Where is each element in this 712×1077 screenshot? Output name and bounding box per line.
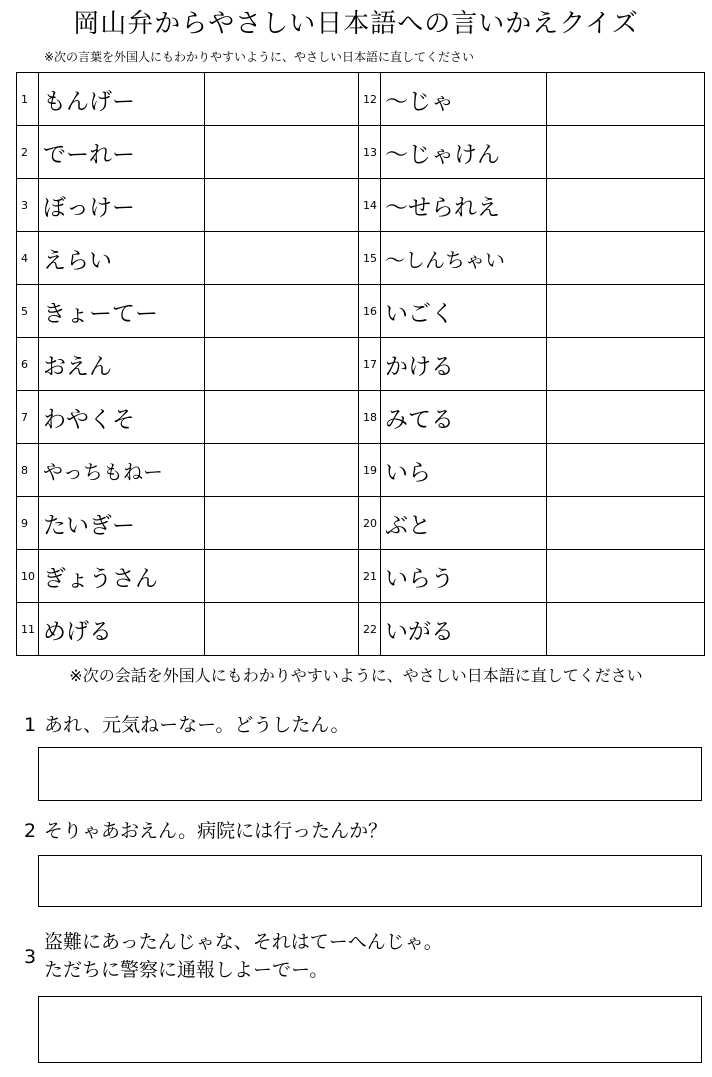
answer-cell[interactable] xyxy=(205,73,359,126)
item-number: 7 xyxy=(17,391,39,444)
answer-cell[interactable] xyxy=(205,338,359,391)
answer-box[interactable] xyxy=(38,855,702,907)
vocab-row xyxy=(17,285,705,338)
dialect-word: やっちもねー xyxy=(39,444,205,497)
vocab-row xyxy=(17,603,705,656)
question-text: あれ、元気ねーなー。どうしたん。 xyxy=(44,714,350,736)
vocab-row xyxy=(17,73,705,126)
dialect-word: めげる xyxy=(39,603,205,656)
item-number: 19 xyxy=(359,444,381,497)
item-number: 4 xyxy=(17,232,39,285)
dialect-word: みてる xyxy=(381,391,547,444)
vocab-row xyxy=(17,232,705,285)
dialect-word: もんげー xyxy=(39,73,205,126)
item-number: 8 xyxy=(17,444,39,497)
answer-cell[interactable] xyxy=(547,497,705,550)
dialect-word: でーれー xyxy=(39,126,205,179)
dialect-word: いがる xyxy=(381,603,547,656)
item-number: 15 xyxy=(359,232,381,285)
answer-cell[interactable] xyxy=(205,603,359,656)
answer-cell[interactable] xyxy=(205,232,359,285)
vocab-table xyxy=(16,72,705,656)
question-text: 盗難にあったんじゃな、それはてーへんじゃ。 xyxy=(44,931,443,953)
dialect-word: ぶと xyxy=(381,497,547,550)
answer-cell[interactable] xyxy=(547,73,705,126)
item-number: 11 xyxy=(17,603,39,656)
dialect-word: いら xyxy=(381,444,547,497)
answer-cell[interactable] xyxy=(205,391,359,444)
answer-cell[interactable] xyxy=(547,550,705,603)
item-number: 17 xyxy=(359,338,381,391)
dialect-word: わやくそ xyxy=(39,391,205,444)
item-number: 20 xyxy=(359,497,381,550)
item-number: 1 xyxy=(17,73,39,126)
question-number: 1 xyxy=(24,714,37,736)
item-number: 13 xyxy=(359,126,381,179)
item-number: 9 xyxy=(17,497,39,550)
dialect-word: きょーてー xyxy=(39,285,205,338)
answer-cell[interactable] xyxy=(547,338,705,391)
vocab-row xyxy=(17,550,705,603)
item-number: 2 xyxy=(17,126,39,179)
item-number: 3 xyxy=(17,179,39,232)
answer-cell[interactable] xyxy=(547,444,705,497)
dialect-word: ぼっけー xyxy=(39,179,205,232)
worksheet-title: 岡山弁からやさしい日本語への言いかえクイズ xyxy=(73,9,639,39)
answer-cell[interactable] xyxy=(547,232,705,285)
dialect-word: いらう xyxy=(381,550,547,603)
vocab-row xyxy=(17,179,705,232)
question-text: ただちに警察に通報しよーでー。 xyxy=(44,959,329,981)
answer-cell[interactable] xyxy=(547,285,705,338)
answer-cell[interactable] xyxy=(547,179,705,232)
answer-cell[interactable] xyxy=(547,126,705,179)
question-number: 2 xyxy=(24,820,37,842)
item-number: 10 xyxy=(17,550,39,603)
dialect-word: ～じゃけん xyxy=(381,126,547,179)
conversation-instruction: ※次の会話を外国人にもわかりやすいように、やさしい日本語に直してください xyxy=(69,666,643,685)
item-number: 16 xyxy=(359,285,381,338)
dialect-word: おえん xyxy=(39,338,205,391)
dialect-word: かける xyxy=(381,338,547,391)
dialect-word: ～せられえ xyxy=(381,179,547,232)
answer-cell[interactable] xyxy=(205,285,359,338)
vocab-row xyxy=(17,497,705,550)
item-number: 14 xyxy=(359,179,381,232)
answer-cell[interactable] xyxy=(205,179,359,232)
item-number: 6 xyxy=(17,338,39,391)
vocab-row xyxy=(17,444,705,497)
question-text: そりゃあおえん。病院には行ったんか？ xyxy=(44,820,388,842)
dialect-word: えらい xyxy=(39,232,205,285)
item-number: 22 xyxy=(359,603,381,656)
dialect-word: ～じゃ xyxy=(381,73,547,126)
answer-cell[interactable] xyxy=(547,391,705,444)
answer-cell[interactable] xyxy=(205,550,359,603)
dialect-word: ～しんちゃい xyxy=(381,232,547,285)
vocab-row xyxy=(17,126,705,179)
vocab-row xyxy=(17,338,705,391)
question-number: 3 xyxy=(24,946,37,968)
item-number: 18 xyxy=(359,391,381,444)
item-number: 12 xyxy=(359,73,381,126)
dialect-word: いごく xyxy=(381,285,547,338)
item-number: 21 xyxy=(359,550,381,603)
answer-cell[interactable] xyxy=(205,444,359,497)
item-number: 5 xyxy=(17,285,39,338)
answer-cell[interactable] xyxy=(205,126,359,179)
vocab-instruction: ※次の言葉を外国人にもわかりやすいように、やさしい日本語に直してください xyxy=(44,50,475,64)
answer-box[interactable] xyxy=(38,747,702,801)
answer-box[interactable] xyxy=(38,996,702,1063)
vocab-row xyxy=(17,391,705,444)
dialect-word: ぎょうさん xyxy=(39,550,205,603)
answer-cell[interactable] xyxy=(205,497,359,550)
answer-cell[interactable] xyxy=(547,603,705,656)
dialect-word: たいぎー xyxy=(39,497,205,550)
